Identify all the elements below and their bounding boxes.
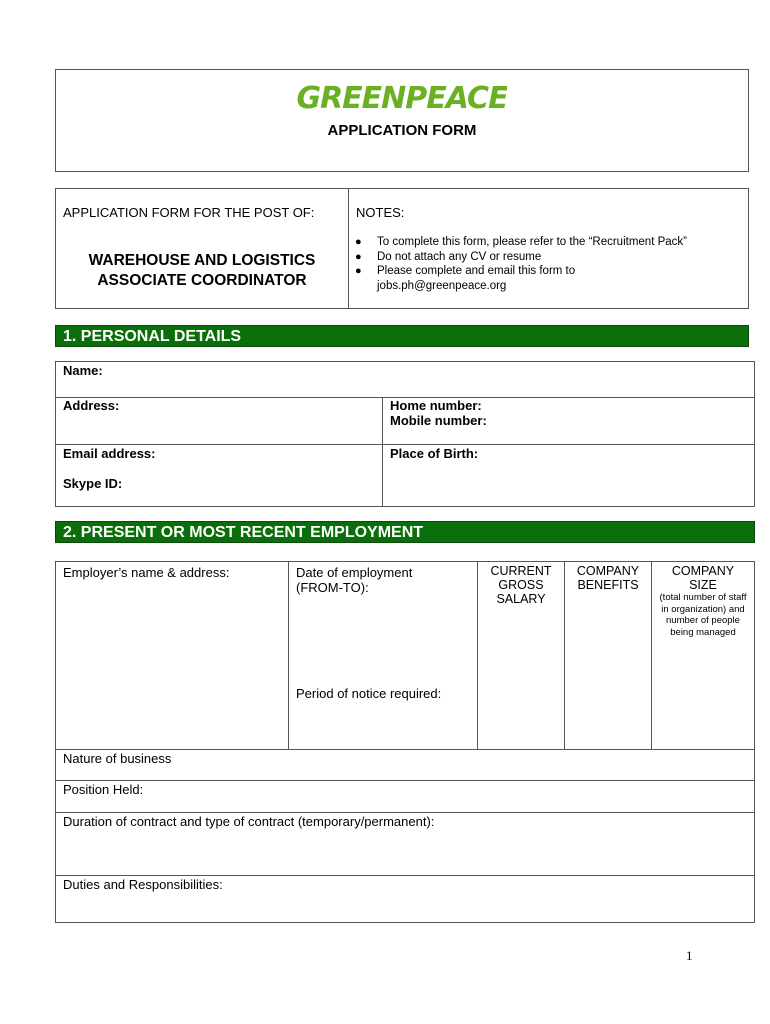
salary-heading-line: SALARY [496, 592, 546, 606]
greenpeace-logo-image [297, 80, 507, 116]
salary-heading-line: GROSS [498, 578, 544, 592]
address-field[interactable] [55, 397, 383, 445]
note-item [355, 235, 745, 250]
duties-label: Duties and Responsibilities: [63, 877, 223, 892]
email-skype-field[interactable] [55, 444, 383, 507]
company-size-heading-line: COMPANY [671, 564, 735, 578]
post-title-line-1: WAREHOUSE AND LOGISTICS [88, 252, 316, 269]
section-1-header: 1. PERSONAL DETAILS [55, 325, 749, 347]
name-label: Name: [63, 363, 103, 378]
bullet-icon: ● [355, 250, 362, 263]
email-label: Email address: [63, 446, 156, 461]
note-text: Do not attach any CV or resume [377, 250, 542, 263]
mobile-number-label: Mobile number: [390, 413, 487, 428]
bullet-icon: ● [355, 236, 362, 248]
benefits-heading [565, 564, 651, 592]
birthplace-label: Place of Birth: [390, 446, 479, 461]
post-left-cell [56, 189, 349, 308]
skype-label: Skype ID: [63, 476, 123, 491]
duties-field[interactable] [55, 875, 755, 923]
company-size-heading-line: SIZE [689, 578, 717, 592]
company-size-note: (total number of staff in organization) and number of people being managed [659, 592, 747, 638]
logo-text: GREENPEACE [297, 81, 507, 116]
notes-list [355, 235, 745, 293]
employer-label: Employer’s name & address: [63, 565, 230, 580]
nature-of-business-field[interactable] [55, 749, 755, 781]
post-title-line-2: ASSOCIATE COORDINATOR [97, 272, 307, 289]
page-number: 1 [686, 948, 693, 963]
greenpeace-logo [56, 80, 748, 121]
section-2-header: 2. PRESENT OR MOST RECENT EMPLOYMENT [55, 521, 755, 543]
company-size-heading [652, 564, 754, 638]
company-size-field[interactable] [651, 561, 755, 750]
notes-label: NOTES: [356, 205, 405, 220]
position-label: Position Held: [63, 782, 144, 797]
note-item [355, 264, 745, 293]
name-field[interactable] [55, 361, 755, 398]
address-label: Address: [63, 398, 120, 413]
benefits-heading-line: COMPANY [576, 564, 640, 578]
birthplace-field[interactable] [382, 444, 755, 507]
employment-date-field[interactable] [288, 561, 478, 750]
salary-heading-line: CURRENT [490, 564, 552, 578]
benefits-field[interactable] [564, 561, 652, 750]
header-box [55, 69, 749, 172]
post-title [56, 251, 348, 291]
date-label-1: Date of employment [296, 565, 413, 580]
contract-duration-field[interactable] [55, 812, 755, 876]
salary-field[interactable] [477, 561, 565, 750]
duration-label: Duration of contract and type of contract (temporary/permanent): [63, 814, 435, 829]
salary-heading [478, 564, 564, 606]
position-held-field[interactable] [55, 780, 755, 813]
post-box [55, 188, 749, 309]
employer-field[interactable] [55, 561, 289, 750]
post-label: APPLICATION FORM FOR THE POST OF: [63, 205, 315, 220]
note-item [355, 250, 745, 265]
home-number-label: Home number: [390, 398, 482, 413]
date-label-2: (FROM-TO): [296, 580, 369, 595]
benefits-heading-line: BENEFITS [577, 578, 639, 592]
notes-cell [349, 189, 749, 308]
phone-field[interactable] [382, 397, 755, 445]
note-text: To complete this form, please refer to the “Recruitment Pack” [377, 236, 687, 248]
bullet-icon: ● [355, 265, 362, 277]
nature-label: Nature of business [63, 751, 172, 766]
notice-label: Period of notice required: [296, 686, 442, 701]
note-text: Please complete and email this form to jobs.ph@greenpeace.org [377, 265, 576, 292]
form-title: APPLICATION FORM [327, 122, 477, 139]
